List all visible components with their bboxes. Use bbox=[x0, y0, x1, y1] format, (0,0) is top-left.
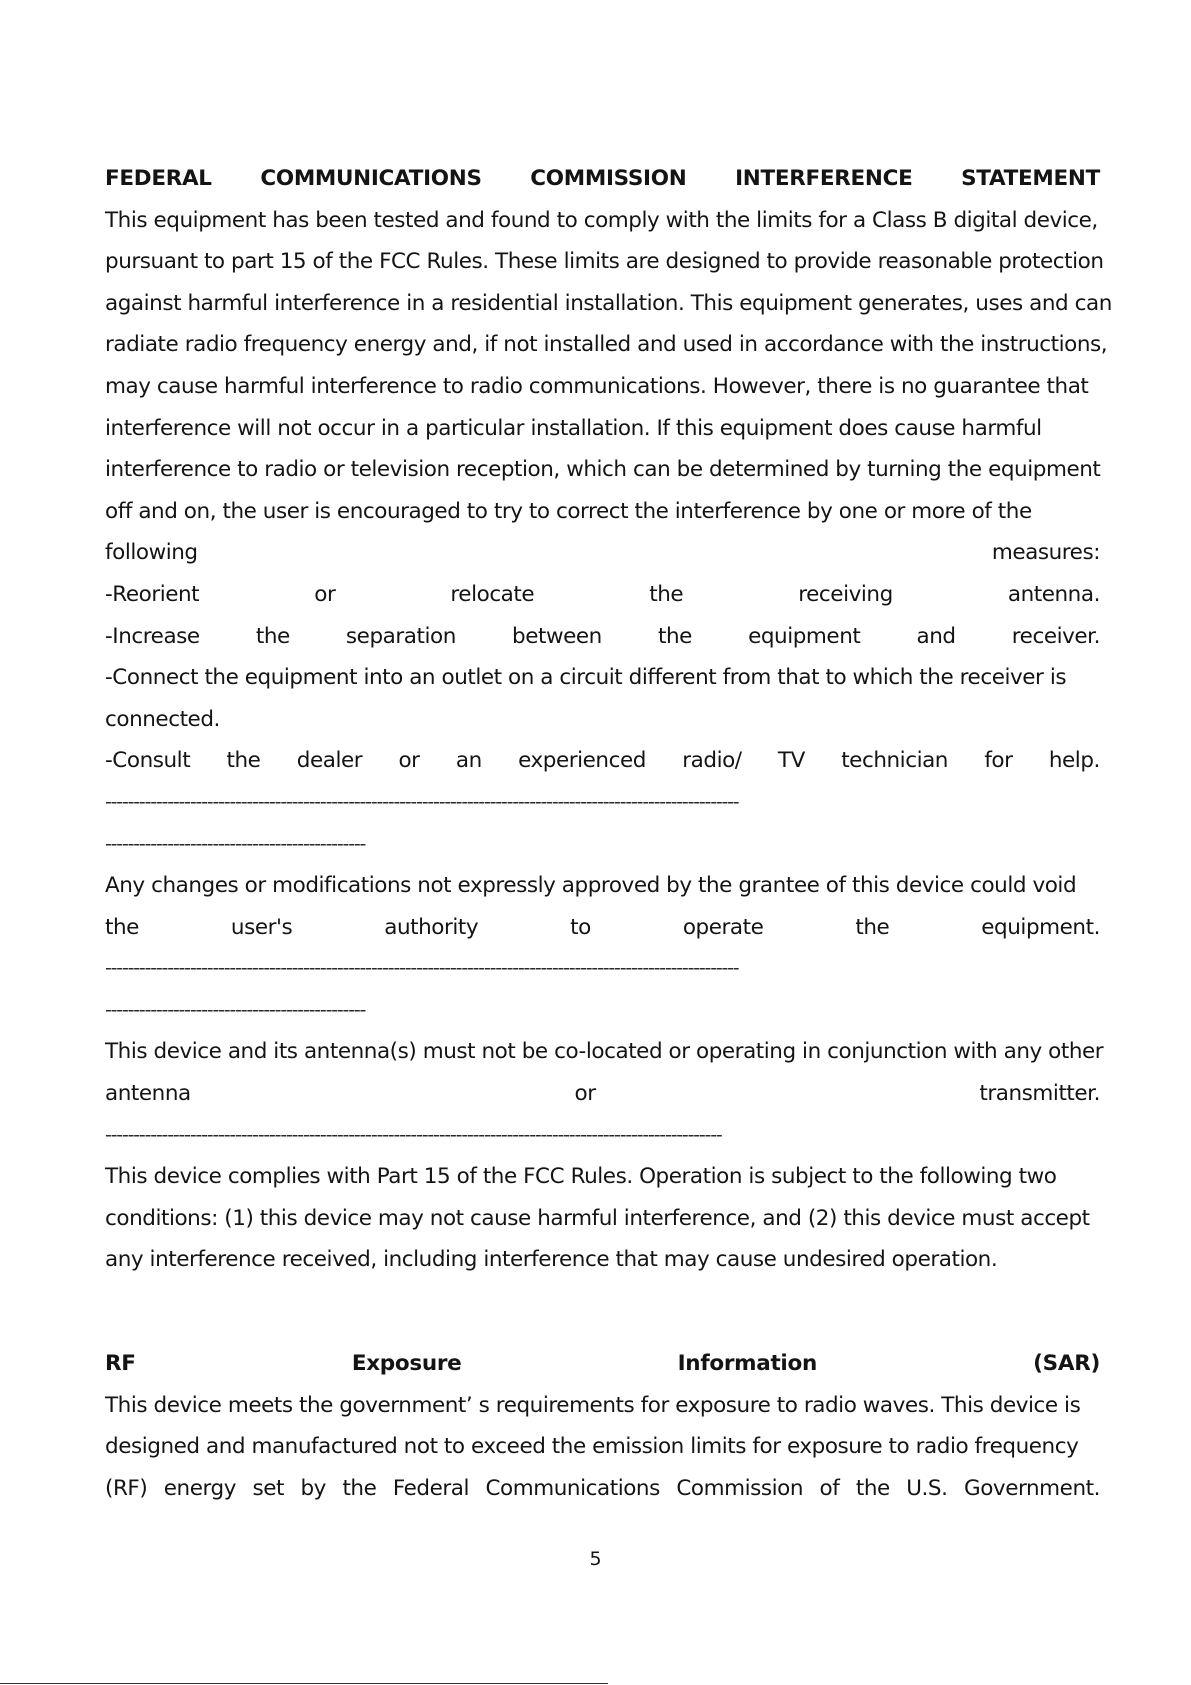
word: the bbox=[855, 1475, 890, 1501]
word: user's bbox=[230, 914, 293, 940]
word: the bbox=[649, 581, 684, 607]
word: or bbox=[314, 581, 336, 607]
part15-line: conditions: (1) this device may not cause harmful interference, and (2) this device must accept bbox=[105, 1205, 1090, 1231]
word: an bbox=[455, 748, 482, 774]
word: or bbox=[398, 748, 420, 774]
word: of bbox=[819, 1475, 840, 1501]
word: -Consult bbox=[105, 748, 191, 774]
word: radio/ bbox=[682, 748, 742, 774]
word: technician bbox=[841, 748, 948, 774]
changes-line-2 bbox=[105, 907, 1100, 949]
word: authority bbox=[384, 914, 479, 940]
word: following bbox=[105, 540, 198, 566]
colocate-line: This device and its antenna(s) must not be co-located or operating in conjunction with any other bbox=[105, 1039, 1104, 1065]
word: measures: bbox=[991, 540, 1100, 566]
connect-line: -Connect the equipment into an outlet on a circuit different from that to which the receiver is bbox=[105, 665, 1067, 691]
rf-paragraph-last-line bbox=[105, 1468, 1100, 1510]
word: experienced bbox=[518, 748, 646, 774]
word: Commission bbox=[676, 1475, 804, 1501]
heading-word: INTERFERENCE bbox=[735, 166, 913, 191]
paragraph-line: This equipment has been tested and found to comply with the limits for a Class B digital device, bbox=[105, 207, 1098, 233]
page-number: 5 bbox=[589, 1548, 602, 1570]
dashed-separator: ---------------------------------------------- bbox=[105, 998, 366, 1021]
word: TV bbox=[777, 748, 805, 774]
paragraph-line: interference will not occur in a particular installation. If this equipment does cause harmful bbox=[105, 415, 1042, 441]
word: equipment. bbox=[981, 914, 1100, 940]
rf-paragraph-line: designed and manufactured not to exceed the emission limits for exposure to radio frequency bbox=[105, 1434, 1079, 1460]
heading-word: FEDERAL bbox=[105, 166, 212, 191]
word: dealer bbox=[296, 748, 363, 774]
part15-line: This device complies with Part 15 of the FCC Rules. Operation is subject to the following two bbox=[105, 1164, 1057, 1190]
heading-word: STATEMENT bbox=[961, 166, 1100, 191]
dashed-separator: ------------------------------------------------------------------------------------------------------------- bbox=[105, 1123, 722, 1146]
heading-word: RF bbox=[105, 1351, 136, 1377]
changes-line: Any changes or modifications not expressly approved by the grantee of this device could void bbox=[105, 873, 1077, 899]
word: for bbox=[984, 748, 1013, 774]
word: separation bbox=[345, 623, 456, 649]
word: the bbox=[105, 914, 139, 940]
word: -Increase bbox=[105, 623, 200, 649]
part15-line: any interference received, including interference that may cause undesired operation. bbox=[105, 1247, 998, 1273]
word: antenna. bbox=[1007, 581, 1100, 607]
connect-line: connected. bbox=[105, 706, 220, 732]
heading-word: COMMUNICATIONS bbox=[260, 166, 482, 191]
section-gap bbox=[105, 1281, 1100, 1343]
word: the bbox=[657, 623, 692, 649]
paragraph-line: against harmful interference in a residential installation. This equipment generates, uses and can bbox=[105, 290, 1112, 316]
rf-heading bbox=[105, 1343, 1100, 1385]
paragraph-line: radiate radio frequency energy and, if not installed and used in accordance with the instructions, bbox=[105, 332, 1108, 358]
paragraph-line: interference to radio or television reception, which can be determined by turning the equipment bbox=[105, 457, 1101, 483]
word: the bbox=[342, 1475, 377, 1501]
heading-word: Exposure bbox=[351, 1351, 462, 1377]
document-page bbox=[105, 158, 1112, 1509]
word: receiver. bbox=[1011, 623, 1100, 649]
heading-word: (SAR) bbox=[1033, 1351, 1100, 1377]
word: Communications bbox=[485, 1475, 660, 1501]
word: relocate bbox=[450, 581, 535, 607]
colocate-line-2 bbox=[105, 1073, 1100, 1115]
word: receiving bbox=[798, 581, 893, 607]
dashed-separator: ---------------------------------------------------------------------------------------------------------------- bbox=[105, 957, 739, 980]
word: to bbox=[570, 914, 591, 940]
word: set bbox=[252, 1475, 284, 1501]
word: Government. bbox=[964, 1475, 1100, 1501]
increase-line bbox=[105, 616, 1100, 658]
word: energy bbox=[163, 1475, 236, 1501]
paragraph-line: off and on, the user is encouraged to try to correct the interference by one or more of the bbox=[105, 498, 1032, 524]
heading-word: Information bbox=[677, 1351, 817, 1377]
footer-rule bbox=[0, 1683, 608, 1684]
word: Federal bbox=[392, 1475, 470, 1501]
reorient-line bbox=[105, 574, 1100, 616]
paragraph-line: pursuant to part 15 of the FCC Rules. These limits are designed to provide reasonable protection bbox=[105, 249, 1104, 275]
word: transmitter. bbox=[979, 1081, 1100, 1107]
word: -Reorient bbox=[105, 581, 200, 607]
word: the bbox=[226, 748, 261, 774]
word: antenna bbox=[105, 1081, 191, 1107]
fcc-heading bbox=[105, 158, 1100, 200]
word: equipment bbox=[748, 623, 861, 649]
dashed-separator: ---------------------------------------------------------------------------------------------------------------- bbox=[105, 790, 739, 813]
word: between bbox=[512, 623, 602, 649]
word: the bbox=[255, 623, 290, 649]
word: operate bbox=[682, 914, 764, 940]
rf-paragraph-line: This device meets the government’ s requirements for exposure to radio waves. This device is bbox=[105, 1392, 1081, 1418]
word: U.S. bbox=[906, 1475, 948, 1501]
word: by bbox=[300, 1475, 326, 1501]
paragraph-line: may cause harmful interference to radio communications. However, there is no guarantee that bbox=[105, 373, 1089, 399]
word: help. bbox=[1048, 748, 1100, 774]
word: or bbox=[574, 1081, 596, 1107]
word: the bbox=[855, 914, 890, 940]
word: and bbox=[916, 623, 956, 649]
following-line bbox=[105, 532, 1100, 574]
consult-line bbox=[105, 740, 1100, 782]
dashed-separator: ---------------------------------------------- bbox=[105, 832, 366, 855]
word: (RF) bbox=[105, 1475, 148, 1501]
heading-word: COMMISSION bbox=[530, 166, 687, 191]
